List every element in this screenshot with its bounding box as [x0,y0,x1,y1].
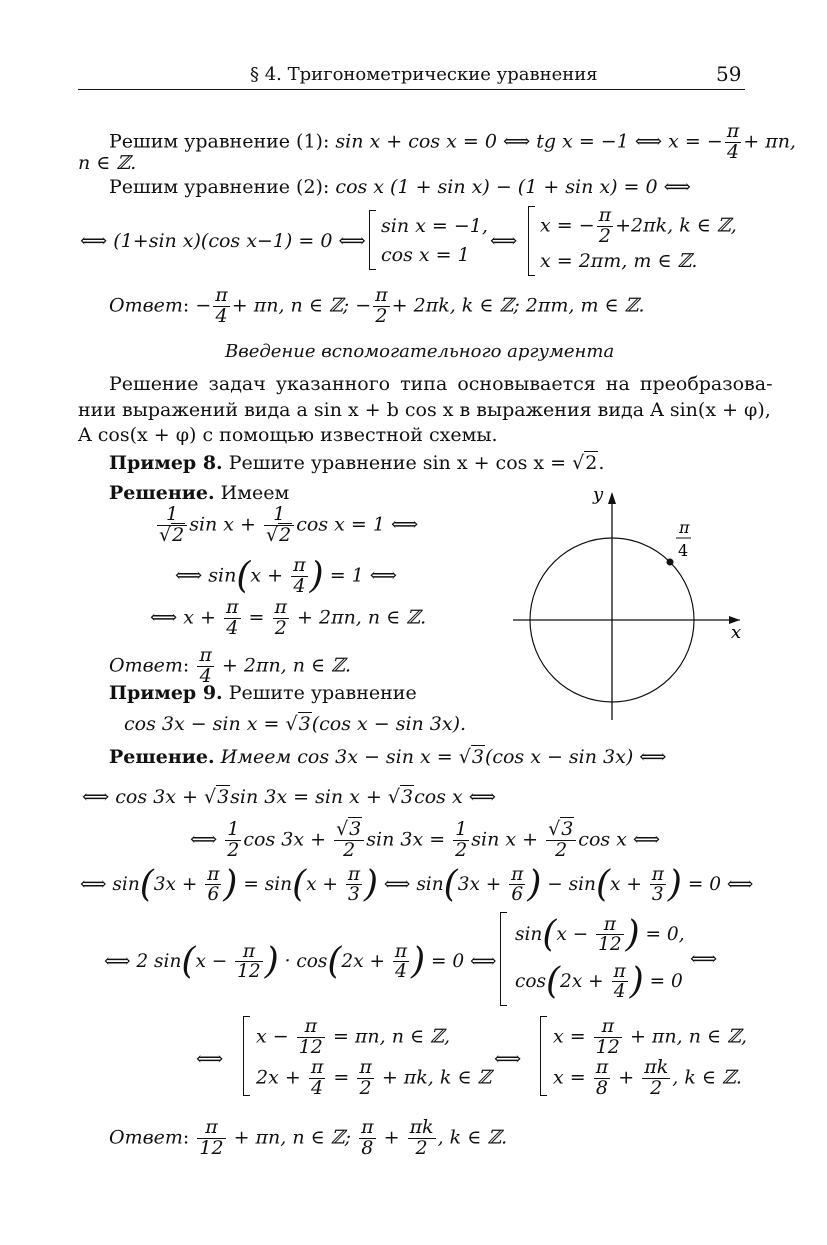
system-1-row-b: cos x = 1 [381,244,470,266]
example-9-step-2: ⟺ cos 3x + √3sin 3x = sin x + √3cos x ⟺ [82,786,496,808]
x-axis-label: x [731,622,742,643]
system-5-row-a: x = $\frac{\pi}{12}$ + πn, n ∈ ℤ, [553,1015,747,1058]
system-bracket-4 [243,1016,250,1096]
page-number: 59 [716,62,742,86]
iff-symbol-2: ⟺ [690,948,718,970]
y-axis-label: y [593,484,604,505]
example-8-solution: Решение. Имеем [109,482,290,504]
paragraph-line-1: Решение задач указанного типа основывается на преобразова- [109,373,773,395]
system-bracket-5 [540,1016,547,1096]
running-header: § 4. Тригонометрические уравнения [250,64,598,85]
example-9-step-5: ⟺ 2 sin(x − $\frac{\pi}{12}$ ) · cos(2x + $\frac{\pi}{4}$ ) = 0 ⟺ [104,940,497,983]
system-2-row-b: x = 2πm, m ∈ ℤ. [540,250,698,272]
example-8-line-2: ⟺ sin(x + $\frac{\pi}{4}$ ) = 1 ⟺ [175,554,398,597]
paragraph-line-2: нии выражений вида a sin x + b cos x в выражения вида A sin(x + φ), [78,399,771,421]
example-9-statement: Пример 9. Решите уравнение [109,682,417,704]
system-bracket-1 [369,210,376,270]
equation-1-cont: n ∈ ℤ. [78,152,137,174]
iff-symbol-4: ⟺ [494,1048,522,1070]
example-8-statement: Пример 8. Решите уравнение sin x + cos x = √2. [109,452,605,474]
iff-symbol: ⟺ [490,230,518,252]
system-3-row-a: sin(x − $\frac{\pi}{12}$ ) = 0, [515,913,685,956]
example-9-answer: Ответ: $\frac{\pi}{12}$ + πn, n ∈ ℤ; $\frac{\pi}{8}$ + $\frac{\pi k}{2}$ , k ∈ ℤ. [109,1116,508,1159]
system-1-row-a: sin x = −1, [381,215,488,237]
example-9-equation: cos 3x − sin x = √3(cos x − sin 3x). [124,713,467,735]
system-5-row-b: x = $\frac{\pi}{8}$ + $\frac{\pi k}{2}$ , k ∈ ℤ. [553,1056,742,1099]
system-3-row-b: cos(2x + $\frac{\pi}{4}$ ) = 0 [515,960,683,1003]
paragraph-line-3: A cos(x + φ) с помощью известной схемы. [78,424,498,446]
example-9-step-4: ⟺ sin(3x + $\frac{\pi}{6}$ ) = sin(x + $\frac{\pi}{3}$ ) ⟺ sin(3x + $\frac{\pi}{6}$ ) − sin(x + $\frac{\pi}{3}$ ) = 0 ⟺ [80,863,754,906]
system-4-row-a: x − $\frac{\pi}{12}$ = πn, n ∈ ℤ, [256,1015,450,1058]
equation-1-line: Решим уравнение (1): sin x + cos x = 0 ⟺ tg x = −1 ⟺ x = − $\frac{\pi}{4}$ + πn, [109,120,796,163]
example-8-line-1: $\frac{1}{√2}$ sin x + $\frac{1}{√2}$ cos x = 1 ⟺ [159,503,419,546]
system-4-row-b: 2x + $\frac{\pi}{4}$ = $\frac{\pi}{2}$ + πk, k ∈ ℤ [256,1056,492,1099]
equation-2-line: Решим уравнение (2): cos x (1 + sin x) − (1 + sin x) = 0 ⟺ [109,176,691,198]
iff-symbol-3: ⟺ [196,1048,224,1070]
example-8-answer: Ответ: $\frac{\pi}{4}$ + 2πn, n ∈ ℤ. [109,644,352,687]
example-8-line-3: ⟺ x + $\frac{\pi}{4}$ = $\frac{\pi}{2}$ + 2πn, n ∈ ℤ. [150,596,427,639]
point-pi-over-4 [667,559,674,566]
equation-2-factored: ⟺ (1+sin x)(cos x−1) = 0 ⟺ [80,230,366,252]
example-9-solution: Решение. Имеем cos 3x − sin x = √3(cos x − sin 3x) ⟺ [109,746,667,768]
unit-circle-figure [505,480,755,730]
y-axis-arrow [608,492,616,504]
point-label-num: π [679,518,690,537]
answer-1: Ответ: − $\frac{\pi}{4}$ + πn, n ∈ ℤ; − $\frac{\pi}{2}$ + 2πk, k ∈ ℤ; 2πm, m ∈ ℤ. [109,284,645,327]
point-label-den: 4 [678,541,689,560]
subheading: Введение вспомогательного аргумента [225,341,615,362]
header-rule [78,89,745,90]
system-2-row-a: x = − $\frac{\pi}{2}$ +2πk, k ∈ ℤ, [540,204,737,247]
system-bracket-2 [528,206,535,276]
system-bracket-3 [500,912,507,1006]
example-9-step-3: ⟺ $\frac{1}{2}$ cos 3x + $\frac{√3}{2}$ sin 3x = $\frac{1}{2}$ sin x + $\frac{√3}{2}$ cos x ⟺ [190,818,661,861]
